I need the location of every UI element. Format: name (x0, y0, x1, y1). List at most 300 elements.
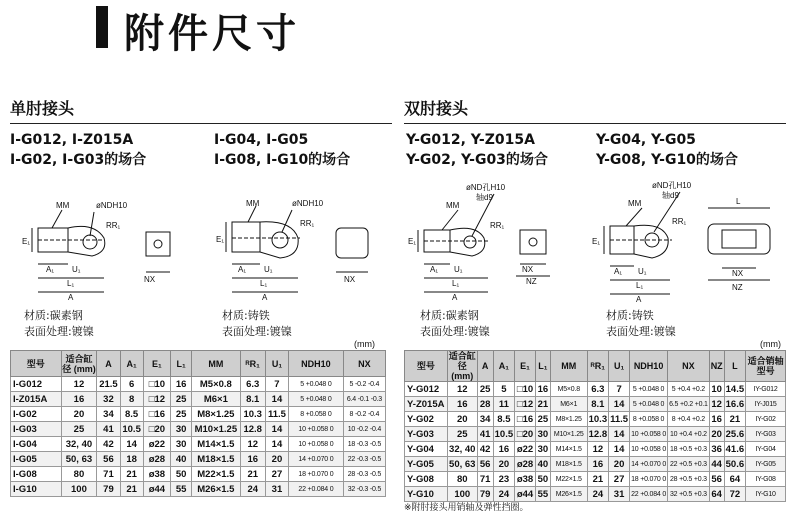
table-cell: M6×1 (192, 392, 240, 407)
section-title-double-knuckle: 双肘接头 (404, 96, 786, 124)
single-knuckle-drawing-b (208, 192, 388, 307)
table-cell: 36 (709, 442, 724, 457)
material-note-b (222, 308, 292, 340)
table-cell: 18 +0.070 0 (630, 472, 668, 487)
table-cell: 50, 63 (61, 452, 97, 467)
variant-line: Y-G02, Y-G03的场合 (406, 152, 548, 168)
column-header: A (477, 351, 493, 382)
double-knuckle-section (404, 96, 786, 190)
column-header: E₁ (515, 351, 536, 382)
column-header: A (97, 351, 120, 377)
table-cell: 12.8 (240, 422, 265, 437)
variant-line: Y-G012, Y-Z015A (406, 132, 535, 148)
table-row (11, 377, 386, 392)
label-mm: MM (246, 199, 260, 208)
table-cell: 50, 63 (449, 458, 476, 470)
table-cell: 14 +0.070 0 (289, 452, 344, 467)
variant-line: I-G08, I-G10的场合 (214, 152, 351, 168)
table-row (11, 437, 386, 452)
table-cell: 10 +0.058 0 (289, 422, 344, 437)
table-cell: ø22 (143, 437, 170, 452)
table-cell: 12 (587, 442, 609, 457)
table-cell: 34 (477, 412, 493, 427)
label-nd: øNDH10 (96, 201, 128, 210)
table-cell: 5 +0.048 0 (289, 377, 344, 392)
table-cell: 42 (477, 442, 493, 457)
material-text: 材质:碳素钢 (24, 309, 83, 322)
table-cell: Y-G04 (405, 442, 448, 457)
label-nx: NX (522, 265, 534, 274)
table-cell: ø28 (143, 452, 170, 467)
table-cell: ø28 (515, 457, 536, 472)
table-cell: IY-J015 (746, 397, 786, 412)
column-header: 型号 (405, 351, 448, 382)
table-cell: 22 -0.3 -0.5 (343, 452, 385, 467)
table-cell: ø38 (143, 467, 170, 482)
table-cell: 30 (535, 427, 550, 442)
label-nx: NX (344, 275, 356, 284)
table-cell: IY-G08 (746, 472, 786, 487)
table-cell: □10 (143, 377, 170, 392)
label-a1: A₁ (46, 265, 55, 274)
label-mm: MM (56, 201, 70, 210)
table-cell: 14 (265, 422, 288, 437)
column-header: L₁ (171, 351, 192, 377)
column-header: ᴿR₁ (587, 351, 609, 382)
variant-heading-b (596, 130, 738, 170)
table-cell: □12 (515, 397, 536, 412)
table-cell: 80 (61, 467, 97, 482)
title-bar-decoration (96, 6, 108, 48)
table-cell: 8.1 (587, 397, 609, 412)
table-cell: 28 +0.5 +0.3 (668, 472, 710, 487)
table-cell: 20 (61, 407, 97, 422)
label-nz: NZ (732, 283, 743, 292)
variant-line: Y-G04, Y-G05 (596, 132, 696, 148)
table-row (405, 412, 786, 427)
table-cell: □20 (143, 422, 170, 437)
table-cell: 14.5 (725, 383, 745, 395)
table-cell: 32 (97, 392, 120, 407)
column-header: E₁ (143, 351, 170, 377)
table-header-row (11, 351, 386, 377)
table-cell: 72 (724, 487, 746, 502)
table-cell: 14 (120, 437, 143, 452)
table-cell: 12 (61, 377, 97, 392)
table-cell: Y-G02 (405, 412, 448, 427)
table-cell: 55 (171, 482, 192, 497)
table-cell: 25 (477, 382, 493, 397)
variant-headings (10, 130, 392, 190)
table-cell: 5 +0.048 0 (630, 382, 668, 397)
table-cell: 10 +0.058 0 (630, 442, 668, 457)
table-cell: 12 (709, 397, 724, 412)
table-cell: M10×1.25 (192, 422, 240, 437)
table-cell: 50.6 (725, 458, 745, 470)
table-cell: 34 (97, 407, 120, 422)
table-cell: 32 -0.3 -0.5 (343, 482, 385, 497)
variant-heading-a (10, 130, 146, 170)
variant-line: I-G012, I-Z015A (10, 132, 134, 148)
table-cell: Y-G10 (405, 487, 448, 502)
table-cell: 14 (609, 427, 630, 442)
label-l1: L₁ (67, 279, 75, 288)
table-cell: 5 +0.4 +0.2 (668, 382, 710, 397)
table-cell: 12 (240, 437, 265, 452)
label-rr: RR₁ (490, 221, 505, 230)
label-l1: L₁ (452, 279, 460, 288)
table-cell: 18 (120, 452, 143, 467)
single-knuckle-dimension-table (10, 350, 386, 497)
table-cell: M18×1.5 (550, 457, 587, 472)
unit-label-right: (mm) (760, 339, 781, 349)
table-cell: 80 (447, 472, 477, 487)
table-cell: 18 -0.3 -0.5 (343, 437, 385, 452)
label-nx: NX (732, 269, 744, 278)
table-cell: 21 (587, 472, 609, 487)
table-cell: 12 (447, 382, 477, 397)
table-cell: I-G10 (11, 482, 62, 497)
table-cell: 16 (709, 412, 724, 427)
table-cell: Y-G03 (405, 427, 448, 442)
table-cell: 8 +0.058 0 (289, 407, 344, 422)
table-cell: 25 (171, 392, 192, 407)
table-cell: 50 (171, 467, 192, 482)
table-cell: M26×1.5 (192, 482, 240, 497)
column-header: NDH10 (289, 351, 344, 377)
column-header: U₁ (609, 351, 630, 382)
table-cell: I-G08 (11, 467, 62, 482)
table-cell: 8.5 (493, 412, 515, 427)
table-cell: 32, 40 (61, 437, 97, 452)
table-cell: 6.3 (240, 377, 265, 392)
column-header: NX (668, 351, 710, 382)
table-cell: 25.6 (725, 428, 745, 440)
table-cell: 32, 40 (449, 443, 476, 455)
column-header: A₁ (120, 351, 143, 377)
table-cell: 16.6 (725, 398, 745, 410)
table-cell: 21 (120, 467, 143, 482)
table-cell: 22 +0.084 0 (289, 482, 344, 497)
table-cell: 23 (493, 472, 515, 487)
table-cell: M8×1.25 (550, 412, 587, 427)
table-cell: □16 (143, 407, 170, 422)
table-cell: 10 -0.2 -0.4 (343, 422, 385, 437)
table-cell: 16 (240, 452, 265, 467)
table-cell: 6 (120, 377, 143, 392)
table-cell: 10 +0.058 0 (289, 437, 344, 452)
table-cell: 64 (724, 472, 746, 487)
table-cell: ø44 (143, 482, 170, 497)
label-l: L (736, 197, 741, 206)
label-nx: NX (144, 275, 156, 284)
table-cell: M22×1.5 (550, 472, 587, 487)
table-cell: 18 +0.5 +0.3 (668, 442, 710, 457)
table-cell: 40 (535, 457, 550, 472)
label-e1: E₁ (22, 237, 31, 246)
table-cell: 6.3 (587, 382, 609, 397)
table-cell: 28 (477, 397, 493, 412)
table-cell: 56 (709, 472, 724, 487)
table-cell: IY-G02 (746, 412, 786, 427)
table-cell: 12.8 (588, 428, 608, 440)
label-shaft: 轴d9 (476, 193, 493, 202)
table-cell: 27 (265, 467, 288, 482)
label-a: A (636, 295, 642, 304)
finish-text: 表面处理:镀镍 (606, 325, 676, 338)
table-cell: 20 (265, 452, 288, 467)
table-cell: 41 (97, 422, 120, 437)
table-cell: M6×1 (550, 397, 587, 412)
table-cell: □16 (515, 412, 536, 427)
table-cell: I-G02 (11, 407, 62, 422)
table-cell: 5 (493, 382, 515, 397)
label-u1: U₁ (454, 265, 463, 274)
table-row (405, 427, 786, 442)
table-cell: IY-G10 (746, 487, 786, 502)
column-header: 适合缸径 (mm) (61, 351, 97, 377)
label-nd: øNDH10 (292, 199, 324, 208)
finish-text: 表面处理:镀镍 (420, 325, 490, 338)
table-cell: 10 +0.058 0 (630, 427, 668, 442)
label-e1: E₁ (408, 237, 417, 246)
table-cell: 16 (171, 377, 192, 392)
table-cell: 41.6 (725, 443, 745, 455)
table-cell: ø44 (515, 487, 536, 502)
single-knuckle-drawing-a (12, 192, 192, 307)
table-cell: 27 (609, 472, 630, 487)
column-header: 型号 (11, 351, 62, 377)
table-cell: M14×1.5 (550, 442, 587, 457)
finish-text: 表面处理:镀镍 (222, 325, 292, 338)
table-cell: 41 (477, 427, 493, 442)
material-note-a (24, 308, 94, 340)
table-cell: 42 (97, 437, 120, 452)
label-u1: U₁ (72, 265, 81, 274)
table-cell: 20 (609, 457, 630, 472)
label-a1: A₁ (430, 265, 439, 274)
table-cell: I-G05 (11, 452, 62, 467)
table-cell: 24 (493, 487, 515, 502)
table-cell: 10.3 (240, 407, 265, 422)
table-cell: 44 (709, 457, 724, 472)
material-note-b (606, 308, 676, 340)
label-a: A (68, 293, 74, 302)
table-cell: IY-G05 (746, 457, 786, 472)
table-cell: M8×1.25 (192, 407, 240, 422)
table-cell: 56 (477, 457, 493, 472)
table-cell: Y-Z015A (405, 397, 448, 412)
variant-line: Y-G08, Y-G10的场合 (596, 152, 738, 168)
table-row (405, 442, 786, 457)
table-cell: 8 (120, 392, 143, 407)
label-shaft: 轴d9 (662, 191, 679, 200)
table-cell: 64 (709, 487, 724, 502)
table-cell: 31 (265, 482, 288, 497)
table-row (11, 392, 386, 407)
table-cell: 8 -0.2 -0.4 (343, 407, 385, 422)
table-cell: 16 (493, 442, 515, 457)
table-cell: 10 +0.4 +0.2 (668, 427, 710, 442)
table-cell: IY-G04 (746, 442, 786, 457)
table-cell: 14 (265, 392, 288, 407)
table-cell: M14×1.5 (192, 437, 240, 452)
table-cell: M10×1.25 (550, 427, 587, 442)
column-header: L (724, 351, 746, 382)
label-nz: NZ (526, 277, 537, 286)
table-cell: 11 (493, 397, 515, 412)
table-cell: 20 (709, 427, 724, 442)
table-cell: 71 (477, 472, 493, 487)
table-cell: 14 +0.070 0 (630, 457, 668, 472)
label-a: A (262, 293, 268, 302)
table-cell: Y-G05 (405, 457, 448, 472)
table-cell: 14 (265, 437, 288, 452)
table-cell: 14 (609, 442, 630, 457)
table-cell: 79 (97, 482, 120, 497)
material-text: 材质:铸铁 (222, 309, 270, 322)
table-cell: 20 (447, 412, 477, 427)
table-cell: 7 (265, 377, 288, 392)
table-header-row (405, 351, 786, 382)
table-cell: 71 (97, 467, 120, 482)
column-header: MM (550, 351, 587, 382)
section-title-single-knuckle: 单肘接头 (10, 96, 392, 124)
table-cell: ø38 (515, 472, 536, 487)
table-cell: 8 +0.4 +0.2 (668, 412, 710, 427)
table-cell: 100 (61, 482, 97, 497)
table-cell: 10.5 (120, 422, 143, 437)
column-header: NDH10 (630, 351, 668, 382)
table-cell: 7 (609, 382, 630, 397)
table-cell: 16 (447, 397, 477, 412)
table-cell: I-G03 (11, 422, 62, 437)
label-u1: U₁ (638, 267, 647, 276)
page-title: 附件尺寸 (124, 11, 300, 57)
table-cell: M18×1.5 (192, 452, 240, 467)
column-header: A₁ (493, 351, 515, 382)
table-cell: 16 (587, 457, 609, 472)
column-header: MM (192, 351, 240, 377)
table-cell: 14 (609, 397, 630, 412)
column-header: NZ (709, 351, 724, 382)
table-row (11, 407, 386, 422)
table-cell: 20 (493, 457, 515, 472)
table-cell: 25 (61, 422, 97, 437)
table-cell: 16 (535, 382, 550, 397)
table-cell: 25 (171, 407, 192, 422)
table-cell: 24 (587, 487, 609, 502)
label-rr: RR₁ (106, 221, 121, 230)
table-row (405, 472, 786, 487)
column-header: U₁ (265, 351, 288, 377)
label-mm: MM (446, 201, 460, 210)
material-text: 材质:铸铁 (606, 309, 654, 322)
table-row (11, 482, 386, 497)
table-row (405, 397, 786, 412)
table-cell: 21 (240, 467, 265, 482)
table-cell: 11.5 (610, 413, 629, 425)
table-cell: 10.3 (588, 413, 608, 425)
table-cell: 31 (609, 487, 630, 502)
table-cell: IY-G03 (746, 427, 786, 442)
table-cell: M22×1.5 (192, 467, 240, 482)
label-rr: RR₁ (300, 219, 315, 228)
table-cell: I-G012 (11, 377, 62, 392)
column-header: ᴿR₁ (240, 351, 265, 377)
table-cell: 22 +0.084 0 (630, 487, 668, 502)
table-cell: M5×0.8 (550, 382, 587, 397)
double-knuckle-dimension-table (404, 350, 786, 502)
material-note-a (420, 308, 490, 340)
footnote: ※附肘接头用销轴及弹性挡圈。 (404, 503, 529, 513)
finish-text: 表面处理:镀镍 (24, 325, 94, 338)
column-header: 适合销轴型号 (746, 351, 786, 382)
table-row (405, 382, 786, 397)
table-cell: 30 (171, 437, 192, 452)
variant-heading-b (214, 130, 350, 170)
variant-heading-a (406, 130, 548, 170)
table-cell: 40 (171, 452, 192, 467)
label-e1: E₁ (216, 235, 225, 244)
table-cell: IY-G012 (746, 382, 786, 397)
table-cell: 8.1 (240, 392, 265, 407)
table-row (11, 452, 386, 467)
table-row (405, 457, 786, 472)
unit-label-left: (mm) (354, 339, 375, 349)
table-cell: □10 (515, 382, 536, 397)
table-cell: 25 (535, 412, 550, 427)
table-cell: 21.5 (97, 377, 120, 392)
table-cell: I-Z015A (11, 392, 62, 407)
label-a1: A₁ (238, 265, 247, 274)
table-cell: Y-G08 (405, 472, 448, 487)
table-cell: 6.5 +0.2 +0.1 (668, 397, 710, 412)
table-cell: □12 (143, 392, 170, 407)
table-cell: 11.5 (265, 407, 288, 422)
table-cell: 24 (240, 482, 265, 497)
single-knuckle-section (10, 96, 392, 190)
table-cell: 6.4 -0.1 -0.3 (343, 392, 385, 407)
table-cell: 5 +0.048 0 (630, 397, 668, 412)
table-cell: M5×0.8 (192, 377, 240, 392)
variant-line: I-G04, I-G05 (214, 132, 309, 148)
double-knuckle-drawing-b (590, 180, 790, 305)
column-header: 适合缸径 (mm) (448, 351, 476, 381)
label-rr: RR₁ (672, 217, 687, 226)
table-cell: M26×1.5 (550, 487, 587, 502)
table-cell: 56 (97, 452, 120, 467)
table-cell: 28 -0.3 -0.5 (343, 467, 385, 482)
table-cell: 21 (120, 482, 143, 497)
table-cell: 16 (61, 392, 97, 407)
table-cell: 21 (535, 397, 550, 412)
table-cell: 8 +0.058 0 (630, 412, 668, 427)
label-l1: L₁ (636, 281, 644, 290)
table-cell: 10 (709, 382, 724, 397)
table-cell: 55 (535, 487, 550, 502)
table-cell: 32 +0.5 +0.3 (668, 487, 710, 502)
table-cell: □20 (515, 427, 536, 442)
table-cell: 5 -0.2 -0.4 (343, 377, 385, 392)
label-nd: øND孔H10 (466, 183, 506, 192)
table-cell: 10.5 (494, 428, 514, 440)
variant-line: I-G02, I-G03的场合 (10, 152, 147, 168)
label-mm: MM (628, 199, 642, 208)
label-a1: A₁ (614, 267, 623, 276)
table-cell: 30 (171, 422, 192, 437)
table-cell: 100 (447, 487, 477, 502)
